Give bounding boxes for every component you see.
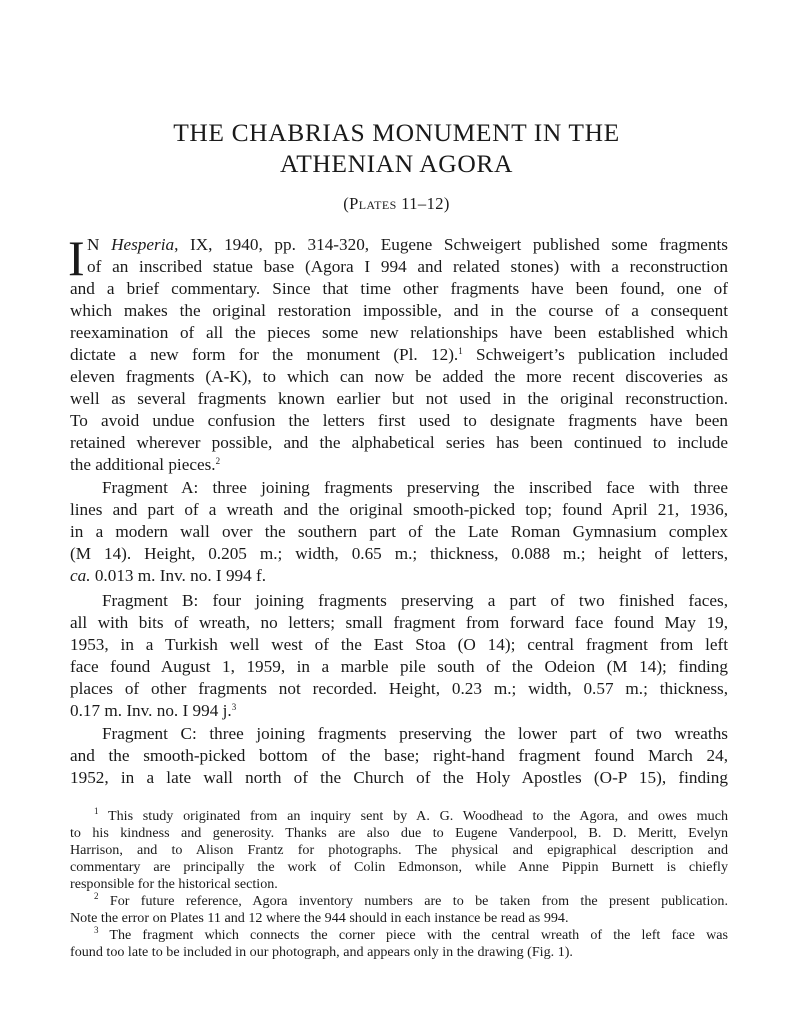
title-line-1: THE CHABRIAS MONUMENT IN THE (173, 118, 620, 147)
body-line: all with bits of wreath, no letters; small fragment from forward face found May 19, (70, 613, 728, 632)
footnote-line: $^2$ For future reference, Agora inventory numbers are to be taken from the present publication. (94, 891, 728, 909)
footnote-number: 2 (94, 891, 99, 901)
plates-open-paren: ( (343, 194, 350, 213)
footnote-line: responsible for the historical section. (70, 876, 278, 892)
body-line: 1952, in a late wall north of the Church of the Holy Apostles (O-P 15), finding (70, 768, 728, 787)
body-line: dictate a new form for the monument (Pl. 12).$^1$ Schweigert’s publication included (70, 345, 728, 364)
body-line: and the smooth-picked bottom of the base; right-hand fragment found March 24, (70, 746, 728, 765)
body-line: reexamination of all the pieces some new relationships have been established which (70, 323, 728, 342)
body-line: face found August 1, 1959, in a marble pile south of the Odeion (M 14); finding (70, 657, 728, 676)
body-line: Fragment B: four joining fragments preserving a part of two finished faces, (102, 591, 728, 610)
footnote-ref: 3 (231, 702, 237, 712)
footnote-line: $^3$ The fragment which connects the corner piece with the central wreath of the left face was (94, 925, 728, 943)
body-line: which makes the original restoration impossible, and in the course of a consequent (70, 301, 728, 320)
footnote-ref: 2 (215, 456, 221, 466)
body-line: retained wherever possible, and the alphabetical series has been continued to include (70, 433, 728, 452)
drop-cap: I (68, 230, 85, 286)
footnote-ref: 1 (458, 346, 463, 356)
plates-word: Plates (349, 194, 397, 213)
body-line: eleven fragments (A-K), to which can now be added the more recent discoveries as (70, 367, 728, 386)
body-line: 1953, in a Turkish well west of the East Stoa (O 14); central fragment from left (70, 635, 728, 654)
footnote-number: 1 (94, 806, 99, 816)
body-line: lines and part of a wreath and the original smooth-picked top; found April 21, 1936, (70, 500, 728, 519)
body-line: Fragment C: three joining fragments preserving the lower part of two wreaths (102, 724, 728, 743)
body-line: the additional pieces.$^2$ (70, 455, 221, 474)
footnote-line: Harrison, and to Alison Frantz for photographs. The physical and epigraphical description and (70, 842, 728, 858)
body-line: well as several fragments known earlier but not used in the original reconstruction. (70, 389, 728, 408)
plates-close-paren: ) (443, 194, 450, 213)
body-line: To avoid undue confusion the letters first used to designate fragments have been (70, 411, 728, 430)
body-line: of an inscribed statue base (Agora I 994 and related stones) with a reconstruction (87, 257, 728, 276)
plates-reference (0, 194, 793, 214)
title-line-2: ATHENIAN AGORA (280, 149, 513, 178)
body-line: N Hesperia, IX, 1940, pp. 314-320, Eugene Schweigert published some fragments (87, 235, 728, 254)
footnote-number: 3 (94, 925, 99, 935)
body-line: ca. 0.013 m. Inv. no. I 994 f. (70, 566, 267, 585)
plates-range: 11–12 (401, 194, 444, 213)
footnote-line: Note the error on Plates 11 and 12 where the 944 should in each instance be read as 994. (70, 910, 569, 926)
body-line: and a brief commentary. Since that time other fragments have been found, one of (70, 279, 728, 298)
body-line: 0.17 m. Inv. no. I 994 j.$^3$ (70, 701, 237, 720)
footnote-line: to his kindness and generosity. Thanks are also due to Eugene Vanderpool, B. D. Meritt, Evelyn (70, 825, 728, 841)
body-line: (M 14). Height, 0.205 m.; width, 0.65 m.; thickness, 0.088 m.; height of letters, (70, 544, 728, 563)
footnote-line: found too late to be included in our photograph, and appears only in the drawing (Fig. 1). (70, 944, 573, 960)
body-line: in a modern wall over the southern part of the Late Roman Gymnasium complex (70, 522, 728, 541)
body-line: Fragment A: three joining fragments preserving the inscribed face with three (102, 478, 728, 497)
footnote-line: commentary are principally the work of Colin Edmonson, while Anne Pippin Burnett is chiefly (70, 859, 728, 875)
body-line: places of other fragments not recorded. Height, 0.23 m.; width, 0.57 m.; thickness, (70, 679, 728, 698)
footnote-line: $^1$ This study originated from an inquiry sent by A. G. Woodhead to the Agora, and owes much (94, 806, 728, 824)
